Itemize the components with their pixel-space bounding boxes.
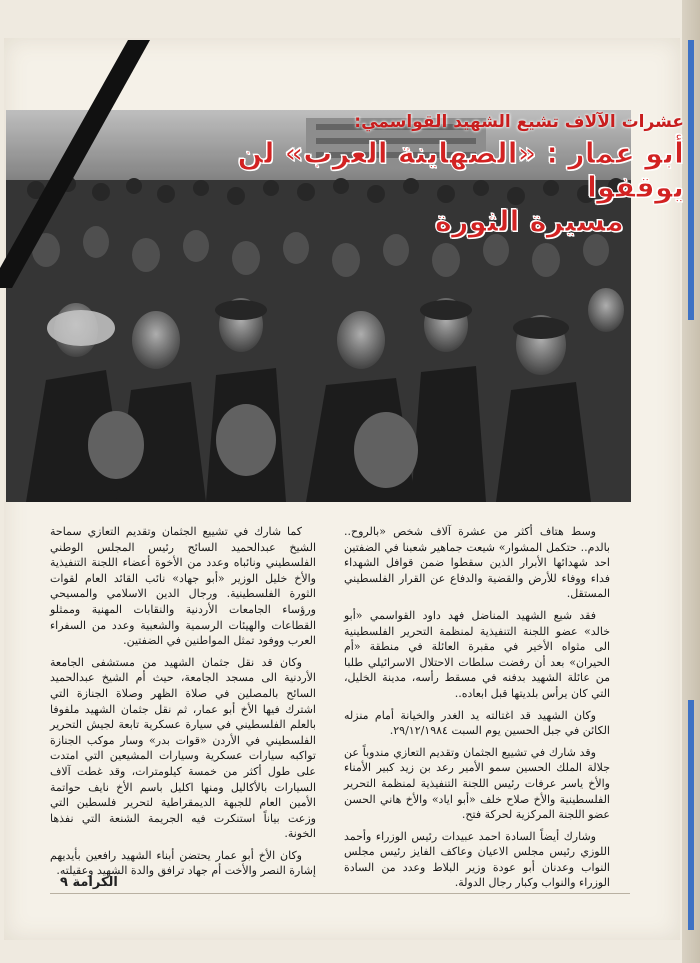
paragraph: فقد شيع الشهيد المناضل فهد داود القواسمي «أبو خالد» عضو اللجنة التنفيذية لمنظمة التحرير الفلسطينية الى مثواه الأخير في مقبرة العائلة في منطقة «أم الحيران» بعد أن رفضت سلطات الاحتلال الاسرائيلي طلبا من عائلة الشهيد بدفنه في مسقط رأسه، مدينة الخليل، التي كان يرأس بلديتها قبل ابعاده.. [344, 608, 610, 700]
paragraph: وكان قد نقل جثمان الشهيد من مستشفى الجامعة الأردنية الى مسجد الجامعة، حيث أم الشيخ عبدالحميد السائح بالمصلين في صلاة الظهر وصلاة الجنازة التي اشترك فيها الأخ أبو عمار، ثم نقل جثمان الشهيد ملفوفا بالعلم الفلسطيني في سيارة عسكرية تابعة لجيش التحرير الفلسطيني في الأردن «قوات بدر» وسار موكب الجنازة تواكبه سيارات عسكرية وسيارات المشيعين التي امتدت على طول أكثر من خمسة كيلومترات، وقد غطت آلاف السيارات بالأكاليل ومنها اكليل باسم الأخ نايف حواتمة الأمين العام للجبهة الديمقراطية لتحرير فلسطين التي وزعت بياناً استنكرت فيه الجريمة الشنعة التي نفذها الخونة. [50, 655, 316, 841]
paragraph: وسط هتاف أكثر من عشرة آلاف شخص «بالروح.. بالدم.. حتكمل المشوار» شيعت جماهير شعبنا في الضفتين احد شهدائها الأبرار الذين سقطوا ضمن قوافل الشهداء فداء ووفاء للأرض والقضية والدفاع عن القرار الفلسطيني المستقل. [344, 525, 610, 601]
paragraph: وشارك أيضاً السادة احمد عبيدات رئيس الوزراء وأحمد اللوزي رئيس مجلس الاعيان وعاكف الفايز رئيس مجلس النواب وعدنان أبو عودة وزير البلاط وعدد من السادة الوزراء والنواب وكبار رجال الدولة. [344, 829, 610, 890]
article-headline [184, 112, 684, 238]
headline-title-line2: مسيرة الثورة [434, 204, 624, 238]
paragraph: وقد شارك في تشييع الجثمان وتقديم التعازي مندوباً عن جلالة الملك الحسين سمو الأمير رعد بن زيد كبير الأمناء والأخ ياسر عرفات رئيس اللجنة التنفيذية لمنظمة التحرير الفلسطينية والأخ صلاح خلف «أبو اياد» والأخ هاني الحسن عضو اللجنة المركزية لحركة فتح. [344, 745, 610, 822]
headline-kicker: عشرات الآلاف تشيع الشهيد القواسمي: [354, 112, 684, 132]
paragraph: وكان الشهيد قد اغتالته يد الغدر والخيانة أمام منزله الكائن في جبل الحسين يوم السبت ٢٩/١٢/١٩٨٤. [344, 708, 610, 738]
folio-divider [50, 893, 630, 894]
column-left [50, 524, 316, 878]
paragraph: وكان الأخ أبو عمار يحتضن أبناء الشهيد رافعين بأيديهم إشارة النصر والأخت أم جهاد ترافق والدة الشهيد وعقيلته. [50, 848, 316, 878]
column-right [344, 524, 610, 890]
page-folio: الكرامة ٩ [60, 875, 118, 890]
paragraph: كما شارك في تشييع الجثمان وتقديم التعازي سماحة الشيخ عبدالحميد السائح رئيس المجلس الوطني الفلسطيني ونائباه وعدد من الأخوة أعضاء اللجنة التنفيذية والأخ خليل الوزير «أبو جهاد» نائب القائد العام لقوات الثورة الفلسطينية. ورجال الدين الاسلامي والمسيحي ورؤساء الجامعات الأردنية والنقابات المهنية وممثلو القطاعات والهيئات الرسمية والشعبية وعدد من السفراء العرب ووفود تمثل المواطنين في الضفتين. [50, 525, 316, 648]
headline-title: أبو عمار : «الصهاينة العرب» لن يوقفوا [237, 136, 684, 204]
